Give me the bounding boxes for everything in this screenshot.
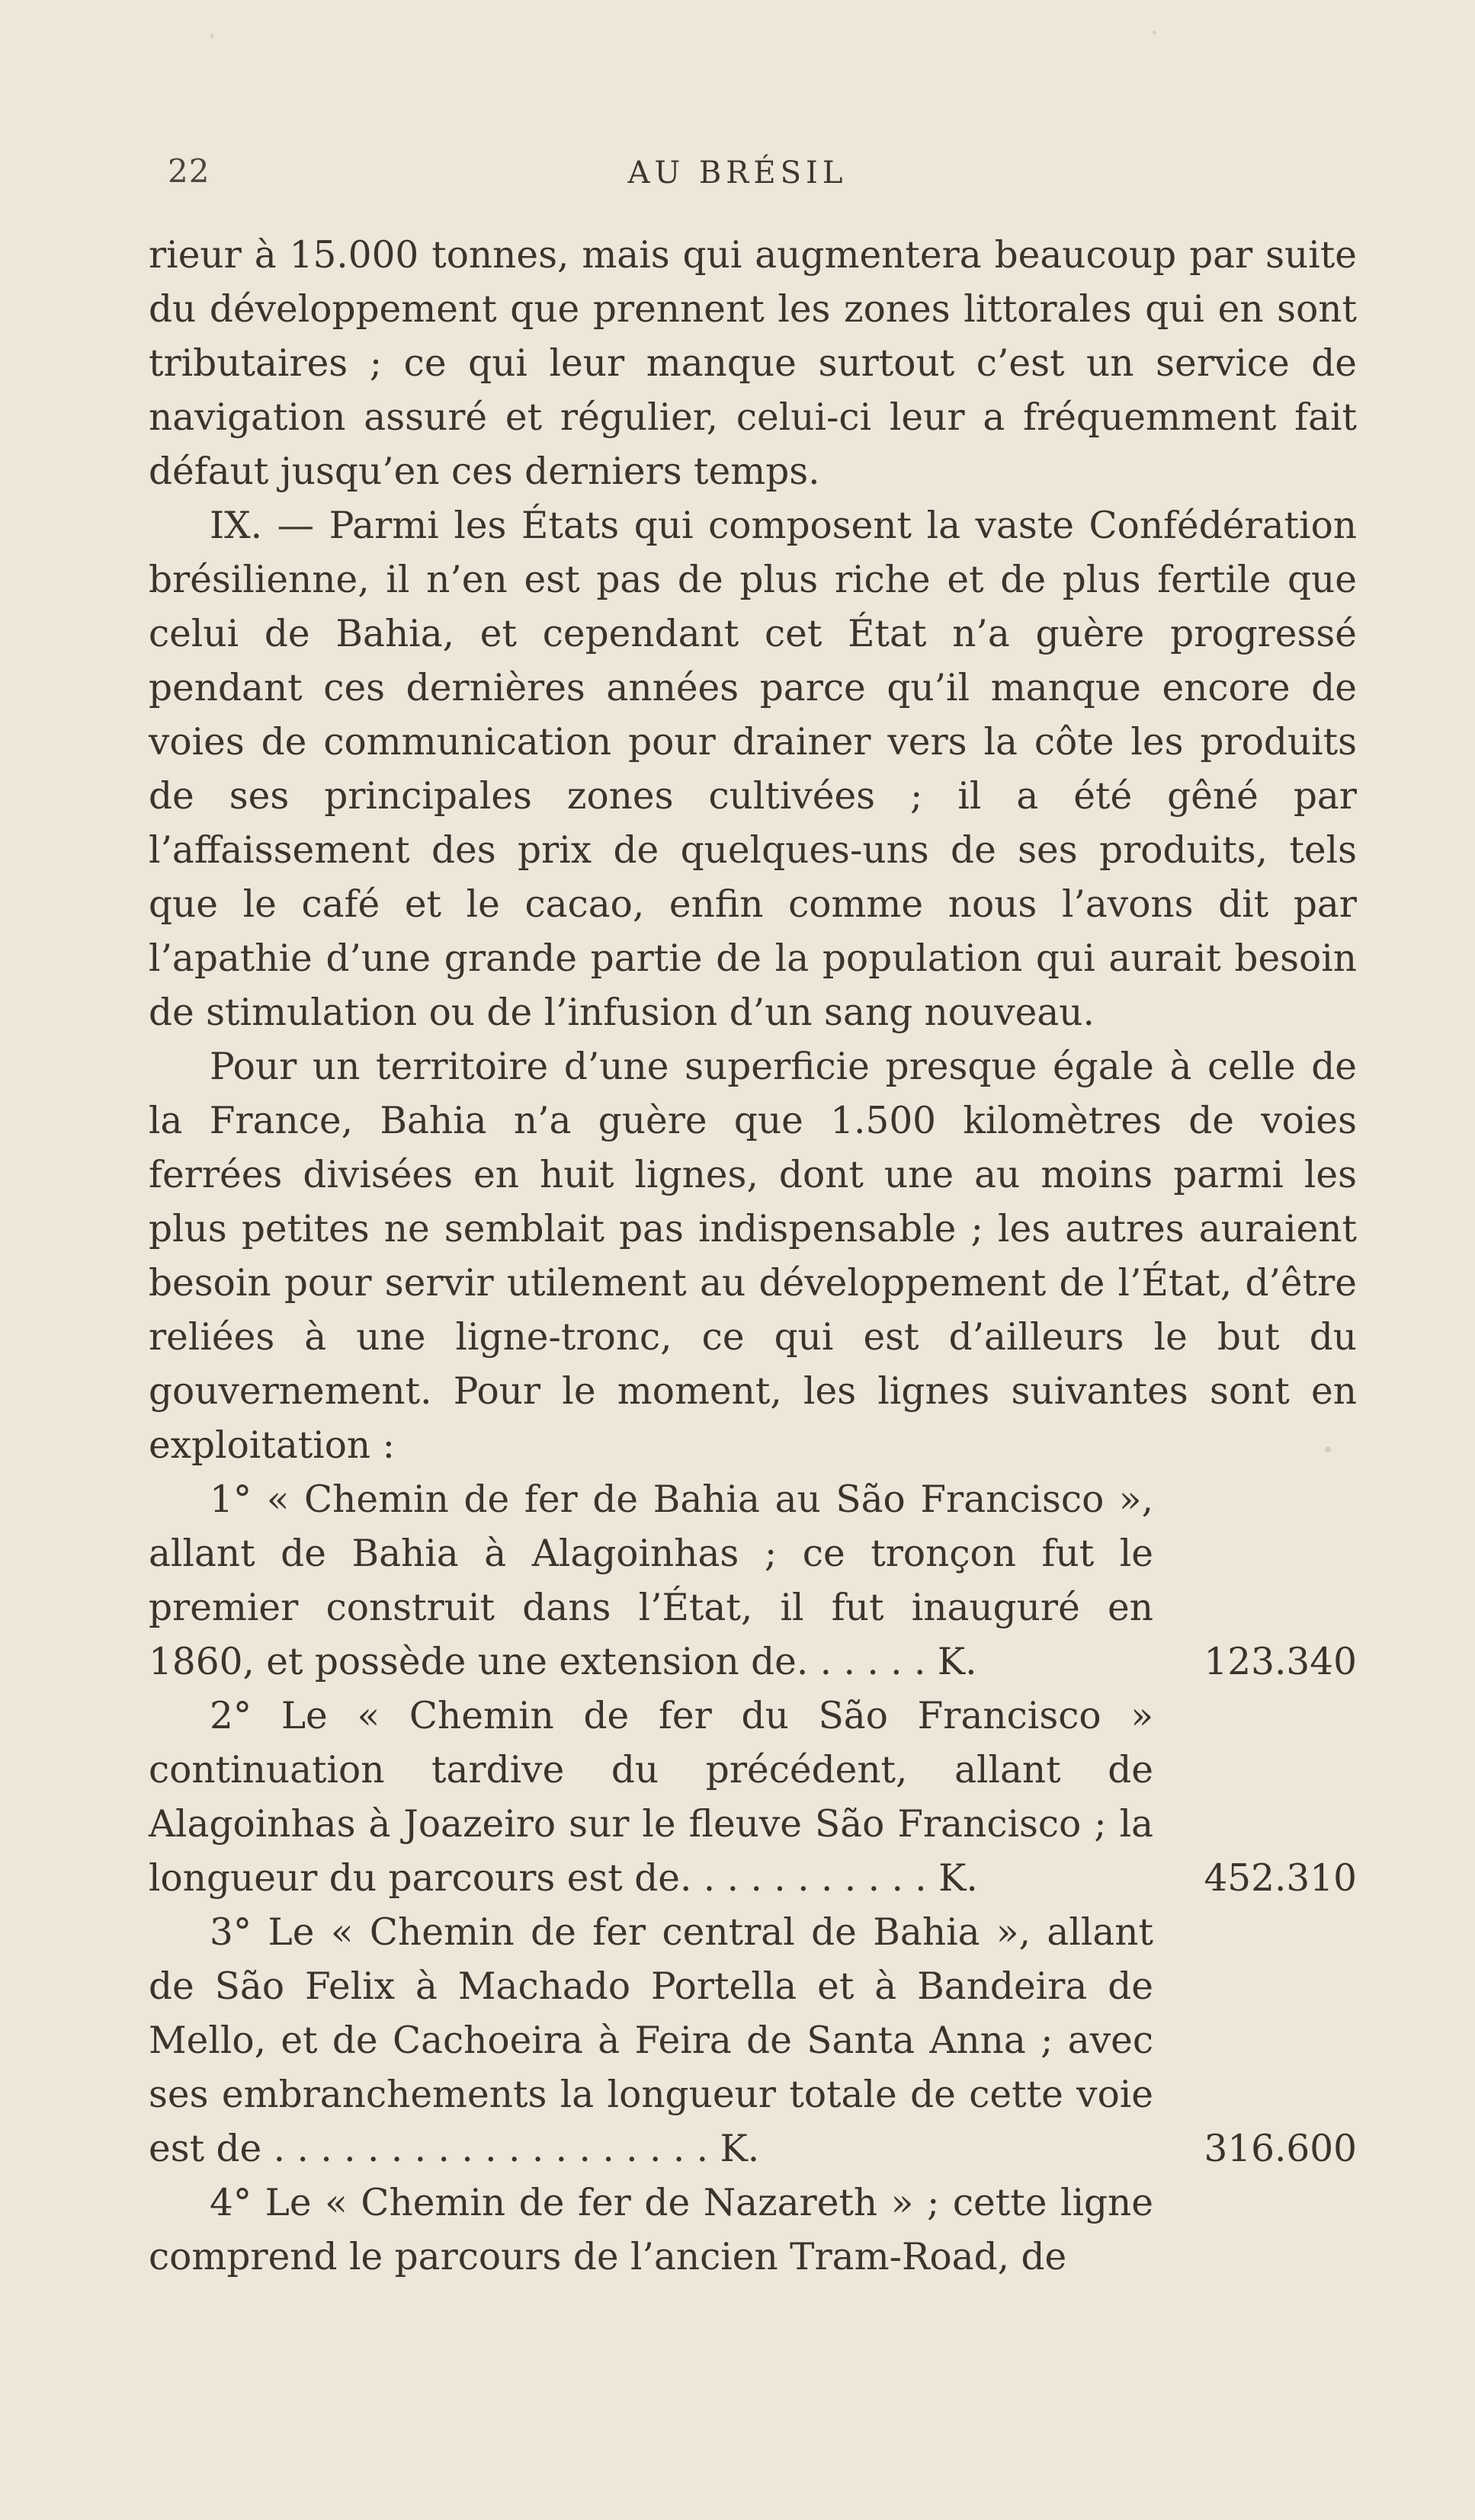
railway-entry	[149, 1473, 1357, 1689]
paragraph-section-ix: IX. — Parmi les États qui composent la vaste Confédération brésilienne, il n’en est pas de plus riche et de plus fertile que celui de Bahia, et cependant cet État n’a guère progressé pendant ces dernières années parce qu’il manque encore de voies de communication pour drainer vers la côte les produits de ses principales zones cultivées ; il a été gêné par l’affaissement des prix de quelques-uns de ses produits, tels que le café et le cacao, enfin comme nous l’avons dit par l’apathie d’une grande partie de la population qui aurait besoin de stimulation ou de l’infusion d’un sang nouveau.	[149, 504, 1357, 1034]
railway-entry-text: 1° « Chemin de fer de Bahia au São Francisco », allant de Bahia à Alagoinhas ; ce tronçon fut le premier construit dans l’État, il fut inauguré en 1860, et possède une extension de. . . . . . K.	[149, 1478, 1153, 1683]
railway-entry-length: 123.340	[1204, 1641, 1357, 1683]
railway-entry-length: 316.600	[1204, 2128, 1357, 2170]
body-text	[149, 229, 1357, 2285]
railway-entry-text: 2° Le « Chemin de fer du São Francisco » continuation tardive du précédent, allant de Alagoinhas à Joazeiro sur le fleuve São Francisco ; la longueur du parcours est de. . . . . . . . . . . K.	[149, 1695, 1153, 1900]
paragraph-railways-intro: Pour un territoire d’une superficie presque égale à celle de la France, Bahia n’a guère que 1.500 kilomètres de voies ferrées divisées en huit lignes, dont une au moins parmi les plus petites ne semblait pas indispensable ; les autres auraient besoin pour servir utilement au développement de l’État, d’être reliées à une ligne-tronc, ce qui est d’ailleurs le but du gouvernement. Pour le moment, les lignes suivantes sont en exploitation :	[149, 1045, 1357, 1467]
paragraph-continuation: rieur à 15.000 tonnes, mais qui augmentera beaucoup par suite du développement que prennent les zones littorales qui en sont tributaires ; ce qui leur manque surtout c’est un service de navigation assuré et régulier, celui-ci leur a fréquemment fait défaut jusqu’en ces derniers temps.	[149, 234, 1357, 493]
railway-entry-text: 3° Le « Chemin de fer central de Bahia », allant de São Felix à Machado Portella et à Bandeira de Mello, et de Cachoeira à Feira de Santa Anna ; avec ses embranchements la longueur totale de cette voie est de . . . . . . . . . . . . . . . . . . . K.	[149, 1911, 1153, 2170]
paper-foxing-spot	[1153, 30, 1156, 34]
page-number: 22	[168, 152, 210, 190]
railway-entry-text: 4° Le « Chemin de fer de Nazareth » ; cette ligne comprend le parcours de l’ancien Tram-Road, de	[149, 2182, 1153, 2278]
railway-entry	[149, 1689, 1357, 1906]
paper-foxing-spot	[210, 34, 213, 38]
railway-entry	[149, 1906, 1357, 2176]
running-head: AU BRÉSIL	[627, 155, 848, 191]
page-header	[0, 152, 1475, 198]
railway-entry-length: 452.310	[1204, 1857, 1357, 1900]
railway-entry	[149, 2176, 1357, 2285]
paper-foxing-spot	[1325, 1446, 1331, 1452]
